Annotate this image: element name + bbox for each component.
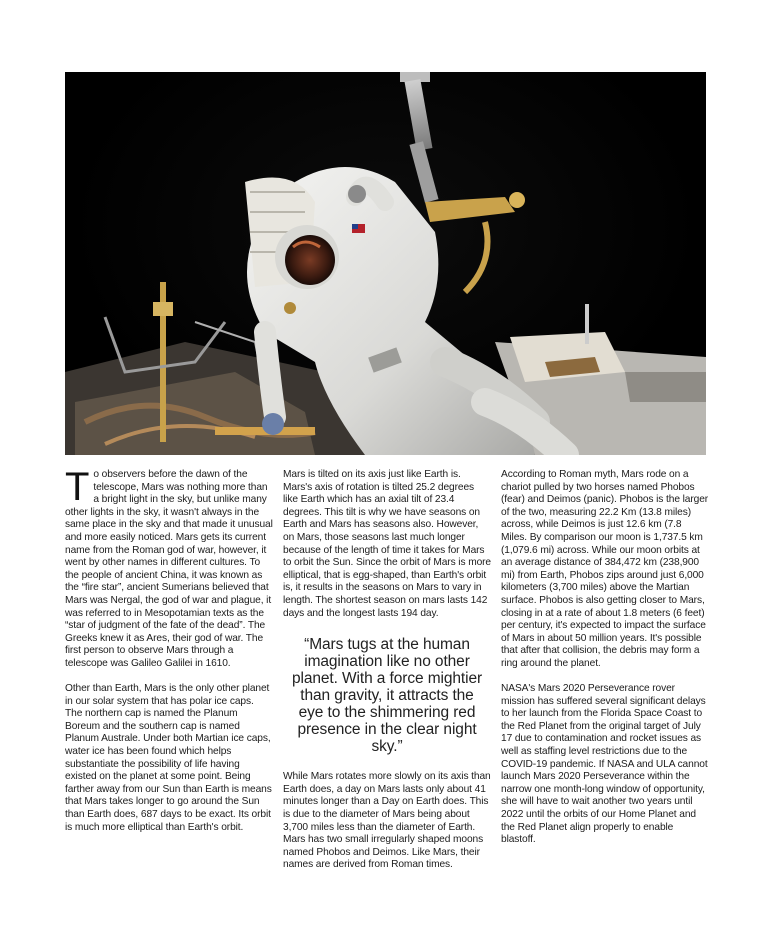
paragraph-rotation: While Mars rotates more slowly on its axis than Earth does, a day on Mars lasts only about 41 minutes longer than a Day on Earth does. This is due to the diameter of Mars being about 3,700 miles less than the diameter of Earth. Mars has two small irregularly shaped moons named Phobos and Deimos. Like Mars, their names are derived from Roman times. (283, 771, 491, 871)
pull-quote: “Mars tugs at the human imagination like no other planet. With a force mightier than gravity, it attracts the eye to the shimmering red presence in the clear night sky.” (291, 636, 483, 756)
paragraph-ice-caps: Other than Earth, Mars is the only other planet in our solar system that has polar ice caps. The northern cap is named the Planum Boreum and the southern cap is named Planum Australe. Under both Martian ice caps, water ice has been found which helps substantiate the possibility of life having existed on the planet at some point. Being farther away from our Sun than Earth is means that Mars takes longer to go around the Sun than Earth does, 687 days to be exact. Its orbit is much more elliptical than Earth's orbit. (65, 683, 272, 833)
paragraph-axial-tilt: Mars is tilted on its axis just like Earth is. Mars's axis of rotation is tilted 25.2 degrees like Earth which has an axial tilt of 23.4 degrees. This tilt is why we have seasons on Earth and Mars has seasons also. However, on Mars, those seasons last much longer because of the length of time it takes for Mars to orbit the Sun. Since the orbit of Mars is more elliptical, that is egg-shaped, than Earth's orbit is, it results in the seasons on Mars to vary in length. The shortest season on mars lasts 142 days and the longest lasts 194 day. (283, 469, 492, 619)
hero-photo (65, 72, 706, 455)
article-column-3 (501, 469, 709, 859)
paragraph-intro (65, 465, 273, 671)
astronaut-spacewalk-illustration (65, 72, 706, 455)
dropcap: T (65, 465, 90, 509)
paragraph-moons: According to Roman myth, Mars rode on a chariot pulled by two horses named Phobos (fear) and Deimos (panic). Phobos is the larger of the two, measuring 22.2 Km (13.8 miles) across, while Deimos is just 12.6 km (7.8 Miles. By comparison our moon is 1,737.5 km (1,079.6 mi) across. While our moon orbits at an average distance of 384,472 km (238,900 mi) from Earth, Phobos zips around just 6,000 kilometers (3,700 miles) above the Martian surface. Phobos is also getting closer to Mars, closing in at a rate of about 1.8 meters (6 feet) per century, it's expected to impact the surface of Mars in about 50 million years. It's possible that after that collision, the debris may form a ring around the planet. (501, 469, 709, 669)
paragraph-intro-text: o observers before the dawn of the telescope, Mars was nothing more than a bright light in the sky, but unlike many other lights in the sky, it wasn't always in the same place in the sky and that made it unusual and more easily noticed. Mars gets its current name from the Roman god of war, however, it went by other names in different cultures. To the people of ancient China, it was known as the “fire star”, ancient Sumerians believed that Mars was Nergal, the god of war and plague, it was referred to in Mesopotamian texts as the “star of judgment of the fate of the dead”. The Greeks knew it as Ares, their god of war. The first person to observe Mars through a telescope was Galileo Galilei in 1610. (65, 469, 273, 669)
article-column-1 (65, 465, 273, 847)
article-column-2 (283, 469, 491, 884)
paragraph-perseverance: NASA's Mars 2020 Perseverance rover mission has suffered several significant delays to her launch from the Florida Space Coast to the Red Planet from the original target of July 17 due to contamination and rocket issues as well as staffing level restrictions due to the COVID-19 pandemic. If NASA and ULA cannot launch Mars 2020 Perseverance within the narrow one month-long window of opportunity, she will have to wait another two years until 2022 until the orbits of our Home Planet and the Red Planet align properly to enable blastoff. (501, 683, 708, 846)
